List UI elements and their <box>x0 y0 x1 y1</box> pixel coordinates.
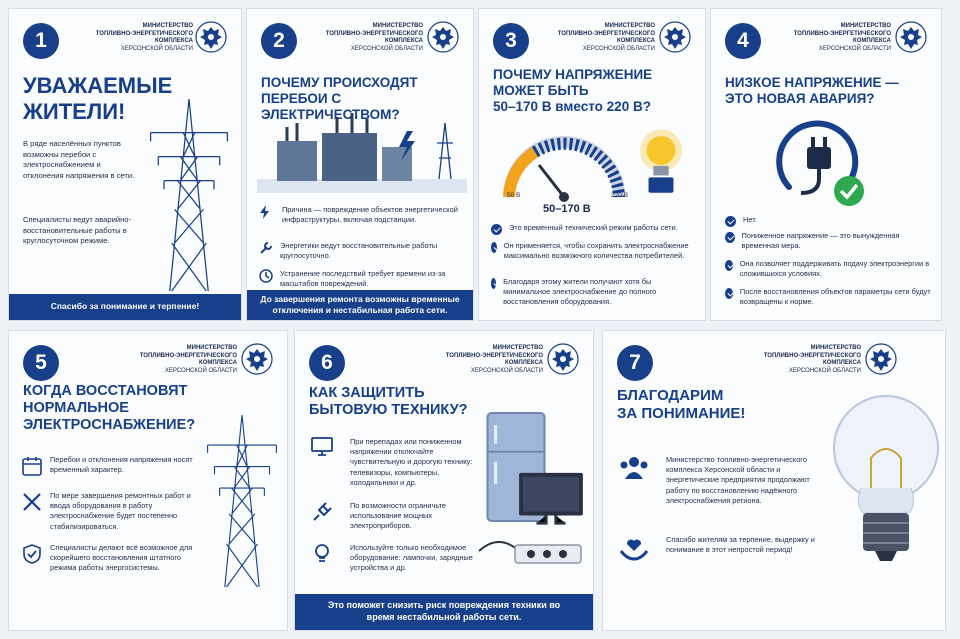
card-6 <box>294 330 594 631</box>
ministry-label: МИНИСТЕРСТВО ТОПЛИВНО-ЭНЕРГЕТИЧЕСКОГО КОМПЛЕКСА ХЕРСОНСКОЙ ОБЛАСТИ <box>763 345 861 374</box>
card-3 <box>478 8 706 321</box>
list-item: По возможности ограничьте использование мощных электроприборов. <box>311 501 481 532</box>
card-footer: Это поможет снизить риск повреждения техники во время нестабильной работы сети. <box>295 594 593 630</box>
card-paragraph: Специалисты ведут аварийно-восстановительные работы в круглосуточном режиме. <box>23 215 132 246</box>
card-title: КОГДА ВОССТАНОВЯТ НОРМАЛЬНОЕ ЭЛЕКТРОСНАБЖЕНИЕ? <box>23 383 196 434</box>
emblem-icon <box>195 21 227 53</box>
calendar-icon <box>21 455 43 477</box>
list-item: Причина — повреждение объектов энергетической инфраструктуры, включая подстанции. <box>259 205 465 225</box>
check-circle-icon <box>491 242 497 253</box>
list-item: Это временный технический режим работы сети. <box>491 223 697 235</box>
card-number: 7 <box>617 345 653 381</box>
list-item: Энергетики ведут восстановительные работы круглосуточно. <box>259 241 465 261</box>
card-number: 2 <box>261 23 297 59</box>
ministry-label: МИНИСТЕРСТВО ТОПЛИВНО-ЭНЕРГЕТИЧЕСКОГО КОМПЛЕКСА ХЕРСОНСКОЙ ОБЛАСТИ <box>325 23 423 52</box>
card-title: НИЗКОЕ НАПРЯЖЕНИЕ — ЭТО НОВАЯ АВАРИЯ? <box>725 75 899 106</box>
power-strip-icon <box>475 531 585 571</box>
list-item: Она позволяет поддерживать подачу электроэнергии в сложившихся условиях. <box>725 259 931 279</box>
ministry-label: МИНИСТЕРСТВО ТОПЛИВНО-ЭНЕРГЕТИЧЕСКОГО КОМПЛЕКСА ХЕРСОНСКОЙ ОБЛАСТИ <box>95 23 193 52</box>
emblem-icon <box>547 343 579 375</box>
substation-illustration <box>257 113 467 193</box>
list-item: Устранение последствий требует времени из-за масштабов повреждений. <box>259 269 465 289</box>
card-title: ПОЧЕМУ ПРОИСХОДЯТ ПЕРЕБОИ С ЭЛЕКТРИЧЕСТВОМ? <box>261 75 418 122</box>
list-item: Используйте только необходимое оборудование: лампочки, зарядные устройства и др. <box>311 543 481 574</box>
shield-check-icon <box>21 543 43 565</box>
list-item: Нет. <box>725 215 931 227</box>
card-number: 4 <box>725 23 761 59</box>
card-number: 6 <box>309 345 345 381</box>
emblem-icon <box>659 21 691 53</box>
ministry-label: МИНИСТЕРСТВО ТОПЛИВНО-ЭНЕРГЕТИЧЕСКОГО КОМПЛЕКСА ХЕРСОНСКОЙ ОБЛАСТИ <box>139 345 237 374</box>
lightbulb-icon <box>831 383 941 583</box>
ministry-label: МИНИСТЕРСТВО ТОПЛИВНО-ЭНЕРГЕТИЧЕСКОГО КОМПЛЕКСА ХЕРСОНСКОЙ ОБЛАСТИ <box>445 345 543 374</box>
card-footer: До завершения ремонта возможны временные отключения и нестабильная работа сети. <box>247 290 473 320</box>
tools-icon <box>21 491 43 513</box>
monitor-icon <box>517 471 585 529</box>
bulb-small-icon <box>311 543 333 565</box>
card-5 <box>8 330 288 631</box>
power-tower-icon <box>139 99 239 291</box>
list-item: При перепадах или пониженном напряжении отключайте чувствительную и дорогую технику: телевизоры, компьютеры, холодильники и др. <box>311 437 481 488</box>
list-item: Пониженное напряжение — это вынужденная временная мера. <box>725 231 931 251</box>
plug-small-icon <box>311 501 333 523</box>
heart-hands-icon <box>619 535 649 563</box>
emblem-icon <box>895 21 927 53</box>
list-item: После восстановления объектов параметры сети будут возвращены к норме. <box>725 287 931 307</box>
check-circle-icon <box>491 278 496 289</box>
gauge-value: 50–170 В <box>543 203 591 215</box>
check-circle-icon <box>725 216 736 227</box>
check-circle-icon <box>725 232 735 243</box>
lightbulb-icon <box>637 123 685 201</box>
list-item: Спасибо жителям за терпение, выдержку и понимание в этот непростой период! <box>619 535 829 563</box>
card-number: 3 <box>493 23 529 59</box>
lightning-icon <box>259 205 271 219</box>
card-title: КАК ЗАЩИТИТЬ БЫТОВУЮ ТЕХНИКУ? <box>309 385 468 419</box>
card-4 <box>710 8 942 321</box>
card-7 <box>602 330 946 631</box>
wrench-icon <box>259 241 273 255</box>
card-title: БЛАГОДАРИМ ЗА ПОНИМАНИЕ! <box>617 387 746 422</box>
power-tower-icon <box>199 401 285 601</box>
emblem-icon <box>427 21 459 53</box>
list-item: Он применяется, чтобы сохранить электроснабжение максимально возможного количества потребителей. <box>491 241 697 261</box>
ministry-label: МИНИСТЕРСТВО ТОПЛИВНО-ЭНЕРГЕТИЧЕСКОГО КОМПЛЕКСА ХЕРСОНСКОЙ ОБЛАСТИ <box>793 23 891 52</box>
card-2 <box>246 8 474 321</box>
ministry-label: МИНИСТЕРСТВО ТОПЛИВНО-ЭНЕРГЕТИЧЕСКОГО КОМПЛЕКСА ХЕРСОНСКОЙ ОБЛАСТИ <box>557 23 655 52</box>
list-item: Перебои и отклонения напряжения носят временный характер. <box>21 455 197 477</box>
people-icon <box>619 455 649 481</box>
check-circle-icon <box>725 260 733 271</box>
card-footer: Спасибо за понимание и терпение! <box>9 294 241 320</box>
list-item: Специалисты делают всё возможное для скорейшего восстановления штатного режима работы энергосистемы. <box>21 543 197 574</box>
plug-icon <box>769 117 869 207</box>
gauge-max-label: 220 В <box>611 192 628 199</box>
card-paragraph: В ряде населённых пунктов возможны перебои с электроснабжением и отклонения напряжения в сети. <box>23 139 135 180</box>
list-item: По мере завершения ремонтных работ и ввода оборудования в работу электроснабжение будет постепенно стабилизироваться. <box>21 491 197 532</box>
list-item: Благодаря этому жители получают хотя бы минимальное электроснабжение до полного восстановления оборудования. <box>491 277 697 308</box>
check-circle-icon <box>491 224 502 235</box>
card-number: 5 <box>23 345 59 381</box>
emblem-icon <box>241 343 273 375</box>
list-item: Министерство топливно-энергетического комплекса Херсонской области и энергетические предприятия продолжают работу по восстановлению надёжного электроснабжения региона. <box>619 455 829 506</box>
check-circle-icon <box>725 288 733 299</box>
emblem-icon <box>865 343 897 375</box>
card-1 <box>8 8 242 321</box>
monitor-small-icon <box>311 437 333 457</box>
gauge-min-label: 50 В <box>507 192 521 199</box>
card-title: УВАЖАЕМЫЕ ЖИТЕЛИ! <box>23 73 173 124</box>
card-title: ПОЧЕМУ НАПРЯЖЕНИЕ МОЖЕТ БЫТЬ 50–170 В вместо 220 В? <box>493 67 653 114</box>
clock-icon <box>259 269 273 283</box>
card-number: 1 <box>23 23 59 59</box>
